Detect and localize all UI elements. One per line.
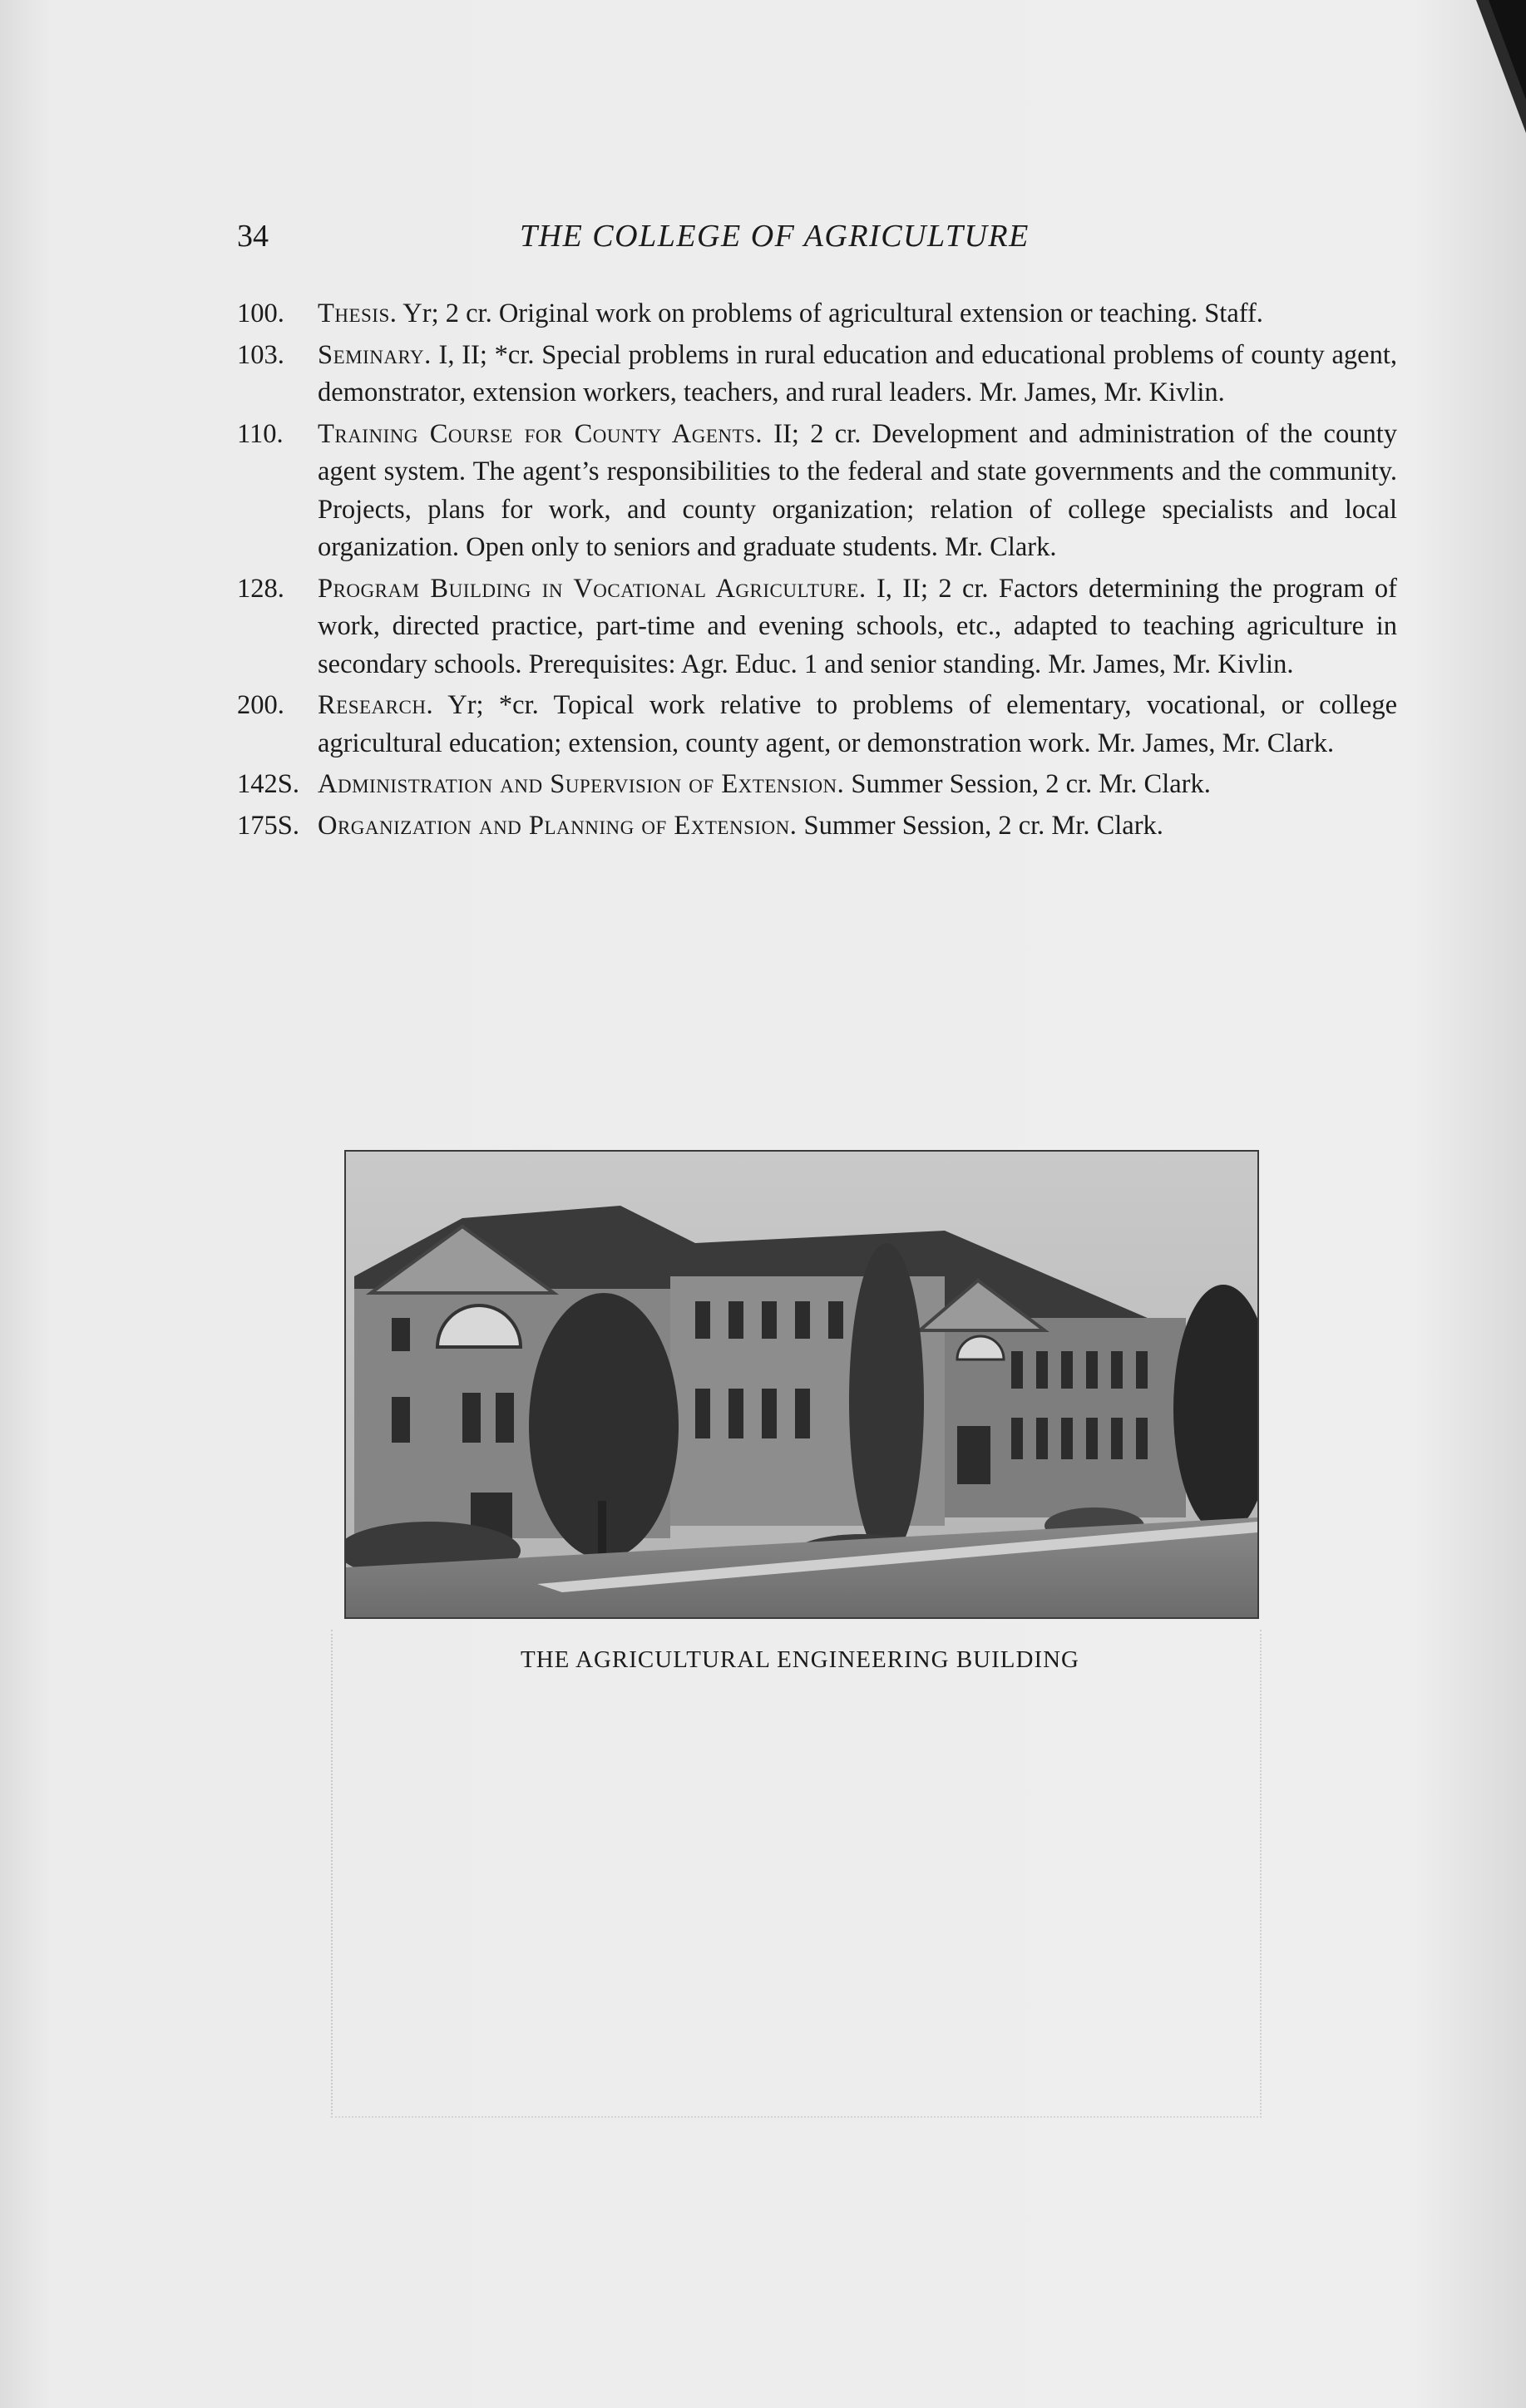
building-photo [344,1150,1259,1619]
course-description: Summer Session, 2 cr. Mr. Clark. [844,769,1211,799]
course-list [237,295,1397,848]
course-entry [237,807,1397,846]
course-entry [237,337,1397,412]
course-description: Summer Session, 2 cr. Mr. Clark. [797,810,1163,841]
course-entry [237,295,1397,333]
course-description: Yr; *cr. Topical work relative to problems of elementary, vocational, or college agricultural education; extension, county agent, or demonstration work. Mr. James, Mr. Clark. [318,690,1397,758]
course-entry [237,687,1397,762]
course-entry [237,766,1397,804]
building-photo-icon [346,1152,1257,1617]
page-number: 34 [237,219,269,254]
course-title: Administration and Supervision of Extension. [318,769,845,799]
course-entry [237,416,1397,567]
course-description: I, II; *cr. Special problems in rural education and educational problems of county agent, demonstrator, extension workers, teachers, and rural leaders. Mr. James, Mr. Kivlin. [318,339,1397,407]
course-number: 128. [237,573,284,604]
course-number: 110. [237,418,284,449]
course-title: Training Course for County Agents. [318,418,763,449]
course-number: 103. [237,339,284,370]
photo-mount-outline [331,1630,1262,2118]
figure-caption: THE AGRICULTURAL ENGINEERING BUILDING [521,1646,1079,1673]
course-description: Yr; 2 cr. Original work on problems of agricultural extension or teaching. Staff. [397,299,1263,328]
course-number: 175S. [237,810,299,841]
course-number: 142S. [237,769,299,799]
running-title: THE COLLEGE OF AGRICULTURE [520,219,1030,254]
course-number: 100. [237,299,284,328]
page-corner-shadow [1451,0,1526,133]
course-title: Research. [318,690,434,720]
course-description: I, II; 2 cr. Factors determining the program of work, directed practice, part-time and evening schools, etc., adapted to teaching agriculture in secondary schools. Prerequisites: Agr. Educ. 1 and senior standing. Mr. James, Mr. Kivlin. [318,573,1397,679]
course-number: 200. [237,690,284,720]
course-entry [237,570,1397,684]
course-description: II; 2 cr. Development and administration of the county agent system. The agent’s responsibilities to the federal and state governments and the community. Projects, plans for work, and county organization; relation of college specialists and local organization. Open only to seniors and graduate students. Mr. Clark. [318,418,1397,562]
course-title: Program Building in Vocational Agriculture. [318,573,867,604]
course-title: Seminary. [318,339,432,370]
course-title: Thesis. [318,299,398,328]
course-title: Organization and Planning of Extension. [318,810,798,841]
page-header [237,218,1393,268]
